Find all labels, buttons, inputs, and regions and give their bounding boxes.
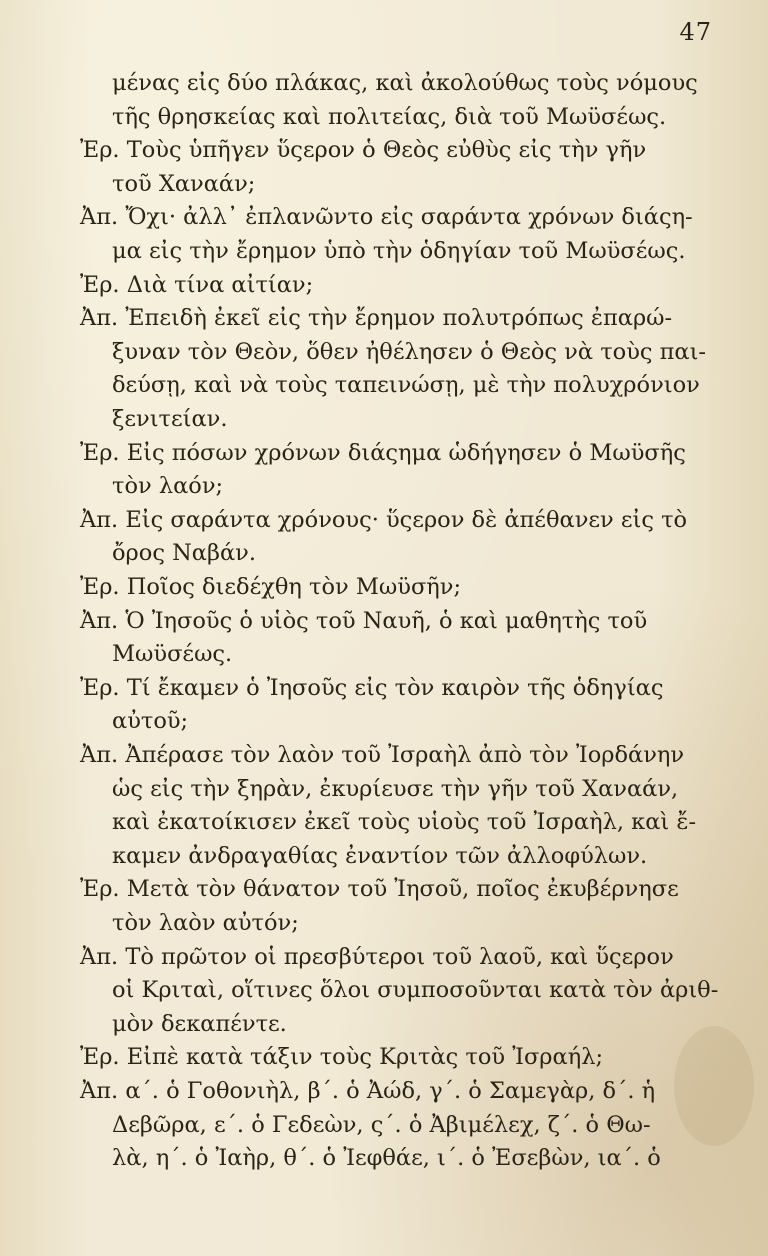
text-line: Ἐρ. Εἰπὲ κατὰ τάξιν τοὺς Κριτὰς τοῦ Ἰσραήλ; xyxy=(80,1044,604,1071)
text-line: ξυναν τὸν Θεὸν, ὅθεν ἠθέλησεν ὁ Θεὸς νὰ τοὺς παι- xyxy=(112,338,707,365)
text-line: Μωϋσέως. xyxy=(112,641,233,668)
text-line: τοῦ Χαναάν; xyxy=(112,170,256,197)
text-line: Ἀπ. α΄. ὁ Γοθονιὴλ, β΄. ὁ Ἀώδ, γ΄. ὁ Σαμεγὰρ, δ΄. ἡ xyxy=(80,1078,656,1104)
text-line: Ἐρ. Τί ἔκαμεν ὁ Ἰησοῦς εἰς τὸν καιρὸν τῆς ὁδηγίας xyxy=(80,674,664,701)
text-line: ξενιτείαν. xyxy=(112,406,228,432)
text-line: τῆς θρησκείας καὶ πολιτείας, διὰ τοῦ Μωϋσέως. xyxy=(112,103,667,130)
text-line: Ἐρ. Τοὺς ὑπῆγεν ὕςερον ὁ Θεὸς εὐθὺς εἰς τὴν γῆν xyxy=(80,137,647,164)
text-line: καμεν ἀνδραγαθίας ἐναντίον τῶν ἀλλοφύλων. xyxy=(112,842,648,869)
text-line: καὶ ἐκατοίκισεν ἐκεῖ τοὺς υἱοὺς τοῦ Ἰσραὴλ, καὶ ἔ- xyxy=(112,809,697,836)
text-line: μένας εἰς δύο πλάκας, καὶ ἀκολούθως τοὺς νόμους xyxy=(112,70,698,96)
text-line: ὄρος Ναβάν. xyxy=(112,540,256,567)
text-line: δεύσῃ, καὶ νὰ τοὺς ταπεινώσῃ, μὲ τὴν πολυχρόνιον xyxy=(112,372,700,399)
text-line: Ἐρ. Διὰ τίνα αἰτίαν; xyxy=(80,271,314,298)
text-line: τὸν λαὸν αὐτόν; xyxy=(112,910,299,936)
text-line: Ἐρ. Ποῖος διεδέχθη τὸν Μωϋσῆν; xyxy=(80,574,462,600)
page-number: 47 xyxy=(679,18,712,46)
text-line: αὐτοῦ; xyxy=(112,708,189,735)
text-line: οἱ Κριταὶ, οἵτινες ὅλοι συμποσοῦνται κατὰ τὸν ἀριθ- xyxy=(112,977,719,1004)
text-line: λὰ, η΄. ὁ Ἰαὴρ, θ΄. ὁ Ἰεφθάε, ι΄. ὁ Ἐσεβὼν, ια΄. ὁ xyxy=(112,1145,661,1172)
text-line: Ἐρ. Μετὰ τὸν θάνατον τοῦ Ἰησοῦ, ποῖος ἐκυβέρνησε xyxy=(80,876,679,903)
text-line: ὡς εἰς τὴν ξηρὰν, ἐκυρίευσε τὴν γῆν τοῦ Χαναάν, xyxy=(112,775,679,802)
text-line: Ἐρ. Εἰς πόσων χρόνων διάςημα ὡδήγησεν ὁ Μωϋσῆς xyxy=(80,439,686,466)
text-line: Ἀπ. Ἐπειδὴ ἐκεῖ εἰς τὴν ἔρημον πολυτρόπως ἐπαρώ- xyxy=(80,305,673,332)
text-line: Ἀπ. Εἰς σαράντα χρόνους· ὕςερον δὲ ἀπέθανεν εἰς τὸ xyxy=(80,506,688,533)
text-line: Ἀπ. Ἀπέρασε τὸν λαὸν τοῦ Ἰσραὴλ ἀπὸ τὸν Ἰορδάνην xyxy=(80,742,685,768)
text-line: μα εἰς τὴν ἔρημον ὑπὸ τὴν ὁδηγίαν τοῦ Μωϋσέως. xyxy=(112,238,686,264)
text-line: Ἀπ. Ὁ Ἰησοῦς ὁ υἱὸς τοῦ Ναυῆ, ὁ καὶ μαθητὴς τοῦ xyxy=(80,607,648,634)
text-line: μὸν δεκαπέντε. xyxy=(112,1010,287,1037)
text-line: Δεβῶρα, ε΄. ὁ Γεδεὼν, ς΄. ὁ Ἀβιμέλεχ, ζ΄. ὁ Θω- xyxy=(112,1111,651,1138)
text-line: Ἀπ. Τὸ πρῶτον οἱ πρεσβύτεροι τοῦ λαοῦ, καὶ ὕςερον xyxy=(80,943,674,970)
text-line: τὸν λαόν; xyxy=(112,473,224,500)
text-line: Ἀπ. Ὄχι· ἀλλ᾽ ἐπλανῶντο εἰς σαράντα χρόνων διάςη- xyxy=(80,204,693,231)
